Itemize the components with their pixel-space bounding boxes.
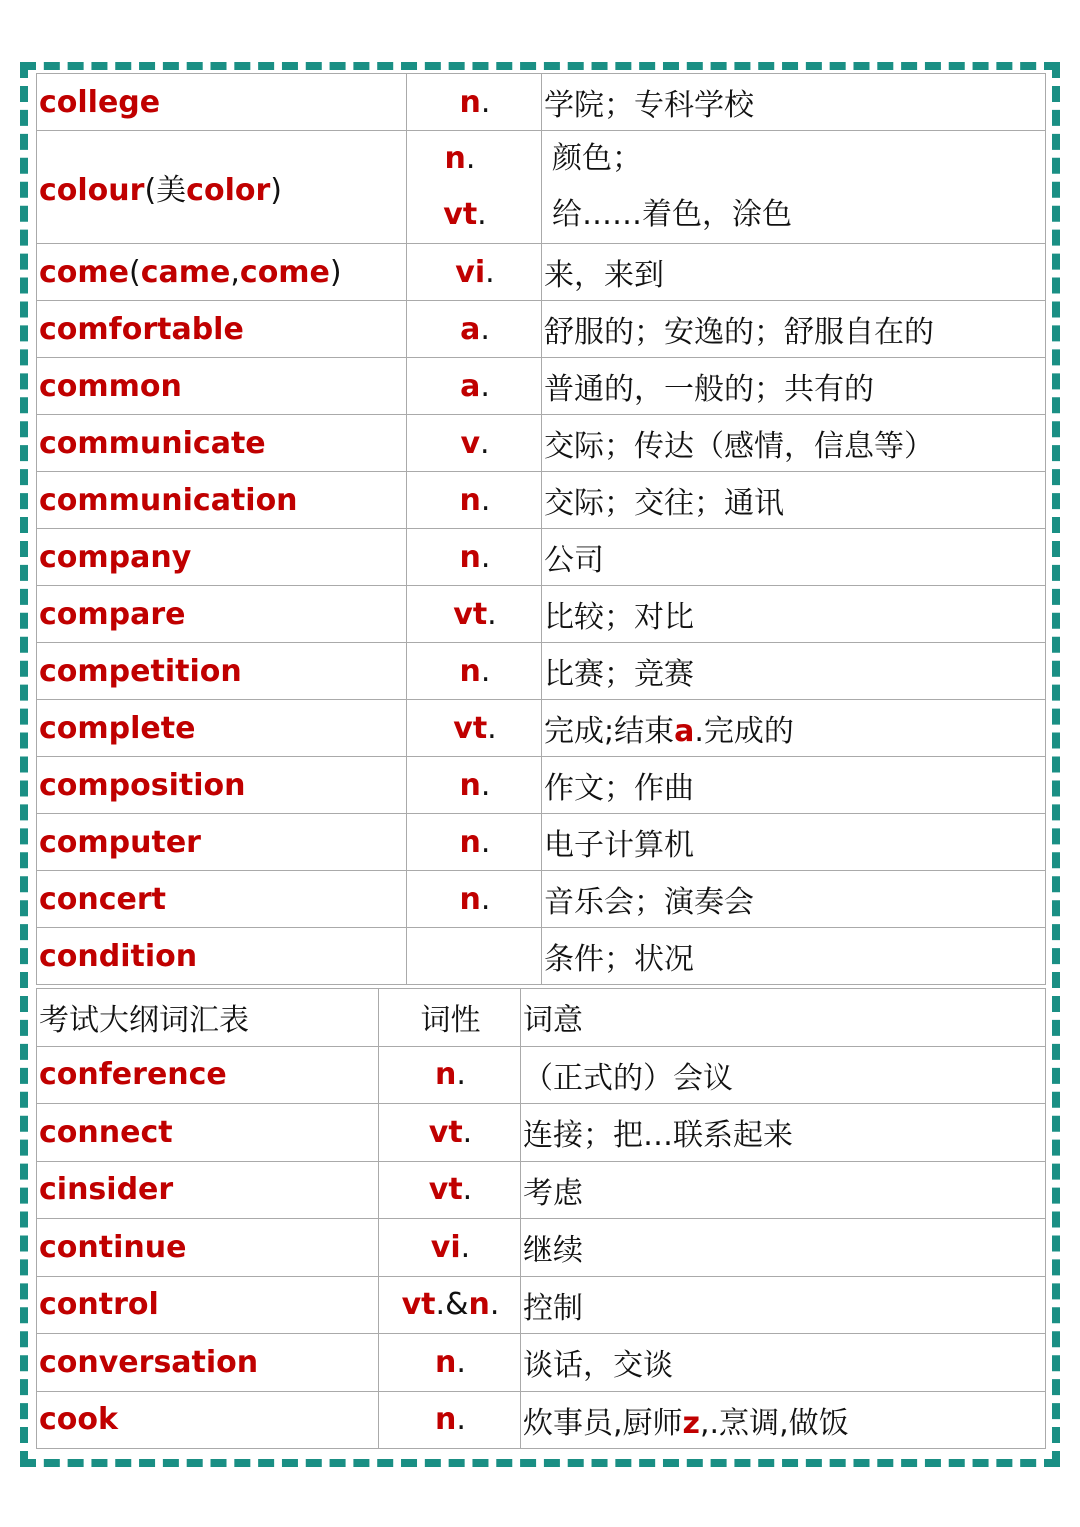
meaning-cell: 交际；交往；通讯 xyxy=(542,472,1046,529)
meaning-cell: 炊事员,厨师z,.烹调,做饭 xyxy=(521,1391,1046,1449)
table-row xyxy=(37,700,1046,757)
meaning-cell: 条件；状况 xyxy=(542,928,1046,985)
word-cell: composition xyxy=(37,757,407,814)
meaning-cell: 比赛；竞赛 xyxy=(542,643,1046,700)
pos-cell: vi. xyxy=(379,1219,521,1277)
pos-cell: vt. xyxy=(407,586,542,643)
pos-cell: a. xyxy=(407,358,542,415)
meaning-cell: 颜色； 给……着色，涂色 xyxy=(542,131,1046,244)
table-row xyxy=(37,74,1046,131)
table-row xyxy=(37,757,1046,814)
meaning-cell: 舒服的；安逸的；舒服自在的 xyxy=(542,301,1046,358)
meaning-cell: 比较；对比 xyxy=(542,586,1046,643)
meaning-cell: 普通的，一般的；共有的 xyxy=(542,358,1046,415)
meaning-cell: 作文；作曲 xyxy=(542,757,1046,814)
pos-cell: n. xyxy=(407,643,542,700)
meaning-cell: 完成;结束a.完成的 xyxy=(542,700,1046,757)
word-cell: cinsider xyxy=(37,1161,379,1219)
word-cell: competition xyxy=(37,643,407,700)
word-cell: connect xyxy=(37,1104,379,1162)
word-cell: college xyxy=(37,74,407,131)
pos-cell: n. xyxy=(407,871,542,928)
word-cell: complete xyxy=(37,700,407,757)
table-row xyxy=(37,131,1046,244)
pos-cell: vt. xyxy=(407,700,542,757)
word-cell: compare xyxy=(37,586,407,643)
word-cell: control xyxy=(37,1276,379,1334)
table-row xyxy=(37,871,1046,928)
meaning-cell: 音乐会；演奏会 xyxy=(542,871,1046,928)
meaning-cell: 谈话，交谈 xyxy=(521,1334,1046,1392)
meaning-cell: 继续 xyxy=(521,1219,1046,1277)
pos-cell: a. xyxy=(407,301,542,358)
pos-cell: n. xyxy=(407,74,542,131)
vocab-table-2 xyxy=(36,988,1046,1449)
table-row xyxy=(37,415,1046,472)
word-cell: continue xyxy=(37,1219,379,1277)
meaning-cell: 交际；传达（感情，信息等） xyxy=(542,415,1046,472)
pos-cell: vi. xyxy=(407,244,542,301)
word-cell: comfortable xyxy=(37,301,407,358)
pos-cell: vt. xyxy=(379,1104,521,1162)
table-row xyxy=(37,1046,1046,1104)
word-cell: condition xyxy=(37,928,407,985)
word-cell: conversation xyxy=(37,1334,379,1392)
pos-cell: n. xyxy=(379,1391,521,1449)
word-cell: colour(美color) xyxy=(37,131,407,244)
word-cell: computer xyxy=(37,814,407,871)
pos-cell: n. xyxy=(407,529,542,586)
table-row xyxy=(37,1391,1046,1449)
table-row xyxy=(37,529,1046,586)
table-row xyxy=(37,1276,1046,1334)
pos-cell: n. vt. xyxy=(407,131,542,244)
table-row xyxy=(37,814,1046,871)
header-meaning: 词意 xyxy=(521,989,1046,1047)
table-row xyxy=(37,358,1046,415)
header-word: 考试大纲词汇表 xyxy=(37,989,379,1047)
word-cell: cook xyxy=(37,1391,379,1449)
pos-cell: v. xyxy=(407,415,542,472)
meaning-cell: 控制 xyxy=(521,1276,1046,1334)
pos-cell: n. xyxy=(407,757,542,814)
pos-cell: n. xyxy=(379,1334,521,1392)
meaning-cell: 公司 xyxy=(542,529,1046,586)
pos-cell: vt.&n. xyxy=(379,1276,521,1334)
table-row xyxy=(37,244,1046,301)
table-row xyxy=(37,1104,1046,1162)
pos-cell xyxy=(407,928,542,985)
word-cell: conference xyxy=(37,1046,379,1104)
meaning-cell: 连接；把…联系起来 xyxy=(521,1104,1046,1162)
word-cell: communication xyxy=(37,472,407,529)
word-cell: come(came,come) xyxy=(37,244,407,301)
header-pos: 词性 xyxy=(379,989,521,1047)
meaning-cell: 考虑 xyxy=(521,1161,1046,1219)
table-header-row xyxy=(37,989,1046,1047)
meaning-cell: 来，来到 xyxy=(542,244,1046,301)
table-row xyxy=(37,586,1046,643)
word-cell: company xyxy=(37,529,407,586)
pos-cell: n. xyxy=(407,814,542,871)
table-row xyxy=(37,928,1046,985)
vocab-table-1 xyxy=(36,73,1046,985)
table-row xyxy=(37,472,1046,529)
word-cell: common xyxy=(37,358,407,415)
table-row xyxy=(37,1219,1046,1277)
pos-cell: n. xyxy=(379,1046,521,1104)
table-row xyxy=(37,643,1046,700)
table-row xyxy=(37,1334,1046,1392)
table-row xyxy=(37,1161,1046,1219)
word-cell: communicate xyxy=(37,415,407,472)
meaning-cell: 学院；专科学校 xyxy=(542,74,1046,131)
pos-cell: n. xyxy=(407,472,542,529)
word-cell: concert xyxy=(37,871,407,928)
table-row xyxy=(37,301,1046,358)
pos-cell: vt. xyxy=(379,1161,521,1219)
meaning-cell: 电子计算机 xyxy=(542,814,1046,871)
meaning-cell: （正式的）会议 xyxy=(521,1046,1046,1104)
